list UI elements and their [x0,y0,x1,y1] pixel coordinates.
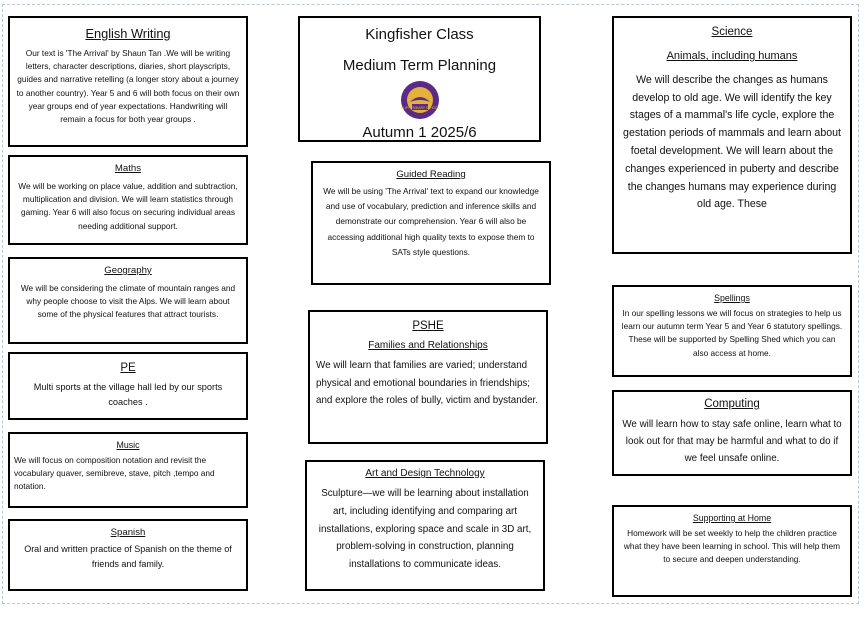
class-name: Kingfisher Class [365,26,474,43]
pshe-text: We will learn that families are varied; understand physical and emotional boundaries in friendships; and explore the roles of bully, victim and bystander. [316,360,539,407]
class-title-box [298,16,541,142]
geography-box [8,257,248,344]
art-dt-text: Sculpture—we will be learning about installation art, including identifying and comparing art installations, exploring space and scale in 3D art, problem-solving in construction, planning installations to communicate ideas. [318,488,532,571]
pshe-subheading: Families and Relationships [368,340,488,351]
science-heading: Science [711,26,753,38]
english-writing-heading: English Writing [85,26,171,41]
maths-text: We will be working on place value, addition and subtraction, multiplication and division. We will learn statistics through gaming. Year 6 will also focus on securing individual areas needing additional support. [18,181,238,231]
supporting-home-box [612,505,852,597]
guided-reading-text: We will be using 'The Arrival' text to expand our knowledge and use of vocabulary, prediction and inference skills and demonstrate our comprehension. Year 6 will also be accessing additional high quality texts to expose them to SATs style questions. [323,186,539,257]
music-heading: Music [116,440,140,450]
music-text: We will focus on composition notation and revisit the vocabulary quaver, semibreve, stave, pitch ,tempo and notation. [14,455,215,492]
spanish-heading: Spanish [110,527,146,538]
art-dt-box [305,460,545,591]
maths-heading: Maths [114,163,142,174]
science-box [612,16,852,254]
computing-text: We will learn how to stay safe online, learn what to look out for that may be harmful and what to do if we feel unsafe online. [622,419,842,464]
pshe-heading: PSHE [412,320,444,332]
computing-box [612,390,852,476]
english-writing-box [8,16,248,147]
spellings-text: In our spelling lessons we will focus on strategies to help us learn our autumn term Year 5 and Year 6 statutory spellings. These will be supported by Spelling Shed which you can also access at home. [621,308,843,358]
geography-heading: Geography [104,265,152,276]
supporting-home-heading: Supporting at Home [692,513,772,523]
computing-heading: Computing [704,398,760,410]
pe-text: Multi sports at the village hall led by our sports coaches . [33,382,223,408]
guided-reading-heading: Guided Reading [396,169,466,180]
term-label: Autumn 1 2025/6 [362,124,477,141]
pshe-box [308,310,548,444]
guided-reading-box [311,161,551,285]
spellings-heading: Spellings [714,293,750,303]
maths-box [8,155,248,245]
school-crest-icon [398,80,442,120]
spellings-box [612,285,852,377]
geography-text: We will be considering the climate of mountain ranges and why people choose to visit the Alps. We will learn about some of the physical features that attract tourists. [20,283,236,320]
science-subheading: Animals, including humans [666,50,798,62]
english-writing-text: Our text is 'The Arrival' by Shaun Tan .We will be writing letters, character descriptions, diaries, short playscripts, guides and narrative retelling (a longer story about a journey to another country). Year 5 and 6 will both focus on their own year groups end of year expectations. Handwriting will remain a focus for both year groups . [16,48,240,125]
pe-box [8,352,248,420]
science-text: We will describe the changes as humans develop to old age. We will identify the key stages of a mammal's life cycle, explore the gestation periods of mammals and learn about foetal development. We will learn about the changes experienced in puberty and describe the changes humans may experience during old age. These [623,73,841,211]
supporting-home-text: Homework will be set weekly to help the children practice what they have been learning in school. This will help them to secure and deepen understanding. [623,528,841,565]
spanish-text: Oral and written practice of Spanish on the theme of friends and family. [24,544,232,569]
art-dt-heading: Art and Design Technology [365,468,485,479]
spanish-box [8,519,248,591]
music-box [8,432,248,508]
crest-text: CLIFF PRIMARY SCHOOL [400,106,439,110]
plan-name: Medium Term Planning [342,57,497,74]
pe-heading: PE [120,362,136,374]
